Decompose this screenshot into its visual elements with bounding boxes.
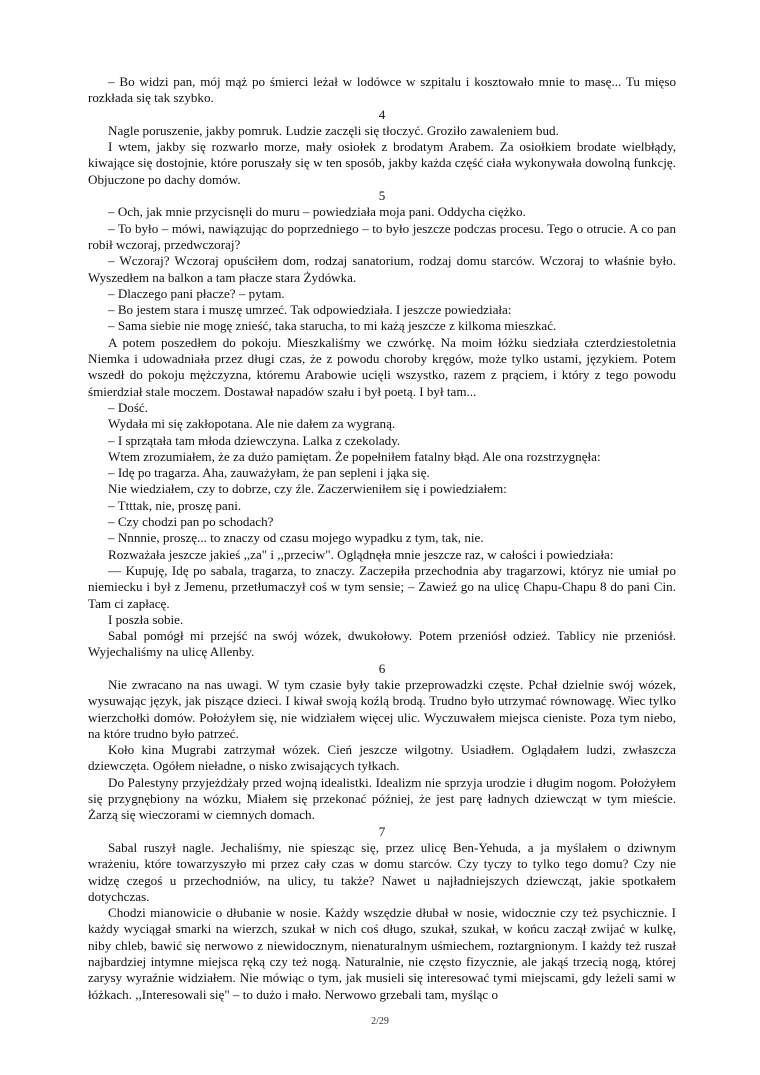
paragraph: – Bo jestem stara i muszę umrzeć. Tak odpowiedziała. I jeszcze powiedziała: xyxy=(108,302,512,318)
paragraph: Nagle poruszenie, jakby pomruk. Ludzie zaczęli się tłoczyć. Groziło zawaleniem bud. xyxy=(108,122,559,138)
paragraph: – Czy chodzi pan po schodach? xyxy=(108,514,274,530)
paragraph: A potem poszedłem do pokoju. Mieszkaliśmy we czwórkę. Na moim łóżku siedziała czterdziestoletnia Niemka i udowadniała przez długi czas, że z powodu choroby kręgów, może tylko ustami, językiem. Potem wszedł do pokoju mężczyzna, któremu Arabowie ucięli wszystko, razem z prąciem, i który z tego powodu śmierdział stale moczem. Dostawał napadów szału i był poetą. I był tam... xyxy=(88,334,676,399)
paragraph: Sabal ruszył nagle. Jechaliśmy, nie spiesząc się, przez ulicę Ben-Yehuda, a ja myślałem o dziwnym wrażeniu, które towarzyszyło mi przez cały czas w domu starców. Czy tyczy to tylko tego domu? Czy nie widzę czegoś u przechodniów, na ulicy, tu także? Nawet u najładniejszych dziewcząt, jakie spotkałem dotychczas. xyxy=(88,839,676,904)
page-number: 2/29 xyxy=(371,1016,389,1027)
paragraph: Wydała mi się zakłopotana. Ale nie dałem za wygraną. xyxy=(108,416,396,432)
paragraph: – Nnnnie, proszę... to znaczy od czasu mojego wypadku z tym, tak, nie. xyxy=(108,530,484,546)
paragraph: Rozważała jeszcze jakieś ,,za" i ,,przeciw". Oglądnęła mnie jeszcze raz, w całości i powiedziała: xyxy=(108,546,614,562)
paragraph: Wtem zrozumiałem, że za dużo pamiętam. Że popełniłem fatalny błąd. Ale ona rozstrzygnęła: xyxy=(108,448,601,464)
section-number: 5 xyxy=(378,188,386,204)
paragraph: I poszła sobie. xyxy=(108,611,184,627)
paragraph: – Bo widzi pan, mój mąż po śmierci leżał w lodówce w szpitalu i kosztowało mnie to masę... Tu mięso rozkłada się tak szybko. xyxy=(88,74,676,106)
paragraph: Do Palestyny przyjeżdżały przed wojną idealistki. Idealizm nie sprzyja urodzie i długim nogom. Położyłem się przygnębiony na wózku, Miałem się przekonać później, że jest parę ładnych dziewcząt w tym mieście. Żarzą się wieczorami w ciemnych domach. xyxy=(88,774,676,823)
paragraph: Sabal pomógł mi przejść na swój wózek, dwukołowy. Potem przeniósł odzież. Tablicy nie przeniósł. Wyjechaliśmy na ulicę Allenby. xyxy=(88,628,676,660)
paragraph: – To było – mówi, nawiązując do poprzedniego – to było jeszcze podczas procesu. Tego o otrucie. A co pan robił wczoraj, przedwczoraj? xyxy=(88,220,676,252)
paragraph: – Ttttak, nie, proszę pani. xyxy=(108,497,242,513)
paragraph: – Dlaczego pani płacze? – pytam. xyxy=(108,285,285,301)
paragraph: – Idę po tragarza. Aha, zauważyłam, że pan sepleni i jąka się. xyxy=(108,465,430,481)
paragraph: — Kupuję, Idę po sabala, tragarza, to znaczy. Zaczepiła przechodnia aby tragarzowi, któryz nie umiał po niemiecku i był z Jemenu, przetłumaczył coś w tym sensie; – Zawieź go na ulicę Chapu-Chapu 8 do pani Cin. Tam ci zapłacę. xyxy=(88,562,676,611)
document-body xyxy=(88,74,676,1003)
paragraph: – I sprzątała tam młoda dziewczyna. Lalka z czekolady. xyxy=(108,432,401,448)
paragraph: Nie wiedziałem, czy to dobrze, czy źle. Zaczerwieniłem się i powiedziałem: xyxy=(108,481,507,497)
paragraph: Nie zwracano na nas uwagi. W tym czasie były takie przeprowadzki częste. Pchał dzielnie swój wózek, wysuwając język, jak piszące dzieci. I kiwał swoją koźlą brodą. Trudno było utrzymać równowagę. Wiec tylko wierzchołki domów. Położyłem się, nie widziałem więcej ulic. Wyczuwałem miejsca cieniste. Poza tym niebo, na które trudno było patrzeć. xyxy=(88,676,676,741)
section-number: 4 xyxy=(378,106,386,122)
paragraph: – Sama siebie nie mogę znieść, taka starucha, to mi każą jeszcze z kilkoma mieszkać. xyxy=(108,318,557,334)
paragraph: – Dość. xyxy=(108,399,149,415)
section-number: 7 xyxy=(378,823,386,839)
paragraph: Chodzi mianowicie o dłubanie w nosie. Każdy wszędzie dłubał w nosie, widocznie czy też psychicznie. I każdy wyciągał smarki na wierzch, szukał w nich coś długo, szukał, szukał, w końcu zaczął zwijać w kulkę, niby chleb, bawić się nerwowo z niewidocznym, nienaturalnym uśmiechem, roztargnionym. I każdy też ruszał najbardziej intymne miejsca ręką czy też nogą. Naturalnie, nie często fizycznie, ale jakąś trzecią nogą, której zarysy wyraźnie widziałem. Nie mówiąc o tym, jak musieli się interesować tymi miejscami, gdy leżeli sami w łóżkach. ,,Interesowali się" – to dużo i mało. Nerwowo grzebali tam, myśląc o xyxy=(88,905,676,1002)
paragraph: I wtem, jakby się rozwarło morze, mały osiołek z brodatym Arabem. Za osiołkiem brodate wielbłądy, kiwające się dostojnie, które poruszały się w ten sposób, jakby każda część ciała wykonywała dowolną funkcję. Objuczone po dachy domów. xyxy=(88,139,676,187)
paragraph: – Wczoraj? Wczoraj opuściłem dom, rodzaj sanatorium, rodzaj domu starców. Wczoraj to właśnie było. Wyszedłem na balkon a tam płacze stara Żydówka. xyxy=(88,253,676,285)
paragraph: – Och, jak mnie przycisnęli do muru – powiedziała moja pani. Oddycha ciężko. xyxy=(108,204,526,220)
section-number: 6 xyxy=(378,660,386,676)
paragraph: Koło kina Mugrabi zatrzymał wózek. Cień jeszcze wilgotny. Usiadłem. Oglądałem ludzi, zwłaszcza dziewczęta. Ogółem nieładne, o nisko zwisających tyłkach. xyxy=(88,742,676,774)
